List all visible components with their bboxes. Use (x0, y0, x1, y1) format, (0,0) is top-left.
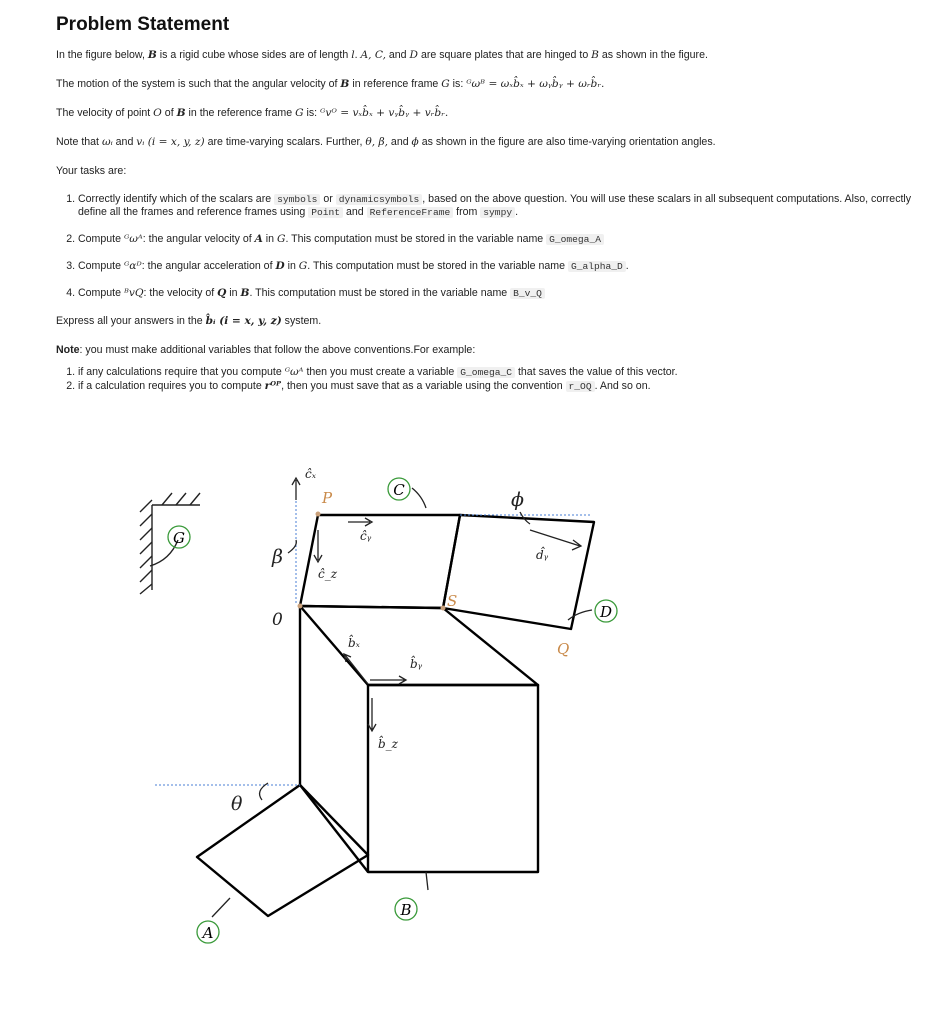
label-c: C (393, 481, 405, 499)
label-cy: ĉᵧ (360, 529, 372, 543)
task-item: 3. Compute ᴳαᴰ: the angular acceleration of D in G. This computation must be stored in the variable name G_alpha_D . (78, 260, 916, 273)
label-o: 0 (272, 610, 283, 630)
cx-arrow (292, 478, 300, 500)
paragraph-express: Express all your answers in the b̂ᵢ (i = x, y, z) system. (56, 315, 322, 327)
label-p: P (322, 489, 333, 507)
point-o (298, 604, 303, 609)
label-d: D (599, 603, 613, 621)
list-item: 1. if any calculations require that you compute ᴳωᴬ then you must create a variable G_omega_C that saves the value of this vector. (78, 366, 916, 379)
velocity-equation: ᴳvᴼ = vₓb̂ₓ + vᵧb̂ᵧ + vᵣb̂ᵣ. (320, 107, 449, 119)
label-theta: θ (231, 793, 243, 815)
cy-arrow (348, 518, 372, 526)
cube-bottom-edge (300, 785, 368, 872)
label-s: S (447, 592, 458, 610)
plate-c (300, 515, 460, 608)
plate-a (197, 785, 368, 916)
task-item: 1. Correctly identify which of the scalars are symbols or dynamicsymbols , based on the above question. You will use these scalars in all subsequent computations. Also, correctly define all the frames and reference frames using Point and ReferenceFrame from sympy . (78, 193, 916, 219)
task-item: 2. Compute ᴳωᴬ: the angular velocity of A in G. This computation must be stored in the variable name G_omega_A (78, 233, 916, 246)
label-cx: ĉₓ (305, 467, 316, 481)
label-cz: ĉ_z (318, 567, 338, 581)
paragraph-velocity: The velocity of point O of B in the reference frame G is: ᴳvᴼ = vₓb̂ₓ + vᵧb̂ᵧ + vᵣb̂ᵣ. (56, 107, 449, 119)
task-item: 4. Compute ᴮvQ: the velocity of Q in B. This computation must be stored in the variable name B_v_Q (78, 287, 916, 300)
by-arrow (370, 676, 406, 684)
paragraph-note-conventions: Note: you must make additional variables that follow the above conventions.For example: (56, 344, 476, 356)
plate-d (443, 515, 594, 629)
beta-arc (288, 540, 296, 553)
bx-arrow (344, 654, 368, 684)
paragraph-note-scalars: Note that ωᵢ and vᵢ (i = x, y, z) are time-varying scalars. Further, θ, β, and ϕ as shown in the figure are also time-varying orientation angles. (56, 136, 716, 148)
angular-velocity-equation: ᴳωᴮ = ωₓb̂ₓ + ωᵧb̂ᵧ + ωᵣb̂ᵣ. (466, 78, 605, 90)
label-bx: b̂ₓ (348, 636, 360, 650)
dy-arrow (530, 530, 581, 550)
list-item: 2. if a calculation requires you to compute rᴼᴾ, then you must save that as a variable using the convention r_OQ . And so on. (78, 380, 916, 393)
label-by: b̂ᵧ (410, 657, 423, 671)
paragraph-setup: In the figure below, B is a rigid cube whose sides are of length l. A, C, and D are square plates that are hinged to B as shown in the figure. (56, 49, 708, 61)
d-pointer (568, 610, 592, 620)
label-g: G (173, 529, 185, 547)
c-pointer (412, 488, 426, 508)
label-a: A (202, 924, 214, 942)
theta-arc (260, 783, 268, 800)
a-pointer (212, 898, 230, 917)
label-b: B (400, 901, 412, 919)
label-phi: ϕ (511, 489, 524, 511)
paragraph-angular-velocity: The motion of the system is such that the angular velocity of B in reference frame G is: ᴳωᴮ = ωₓb̂ₓ + ωᵧb̂ᵧ + ωᵣb̂ᵣ. (56, 78, 605, 90)
point-p (316, 512, 321, 517)
label-bz: b̂_z (378, 737, 399, 751)
point-s (441, 606, 446, 611)
label-dy: d̂ᵧ (536, 548, 549, 562)
label-q: Q (557, 640, 570, 658)
paragraph-tasks-intro: Your tasks are: (56, 165, 127, 177)
b-pointer (426, 872, 428, 890)
cube-front-face (368, 685, 538, 872)
page-title: Problem Statement (56, 14, 230, 35)
label-beta: β (272, 546, 283, 568)
